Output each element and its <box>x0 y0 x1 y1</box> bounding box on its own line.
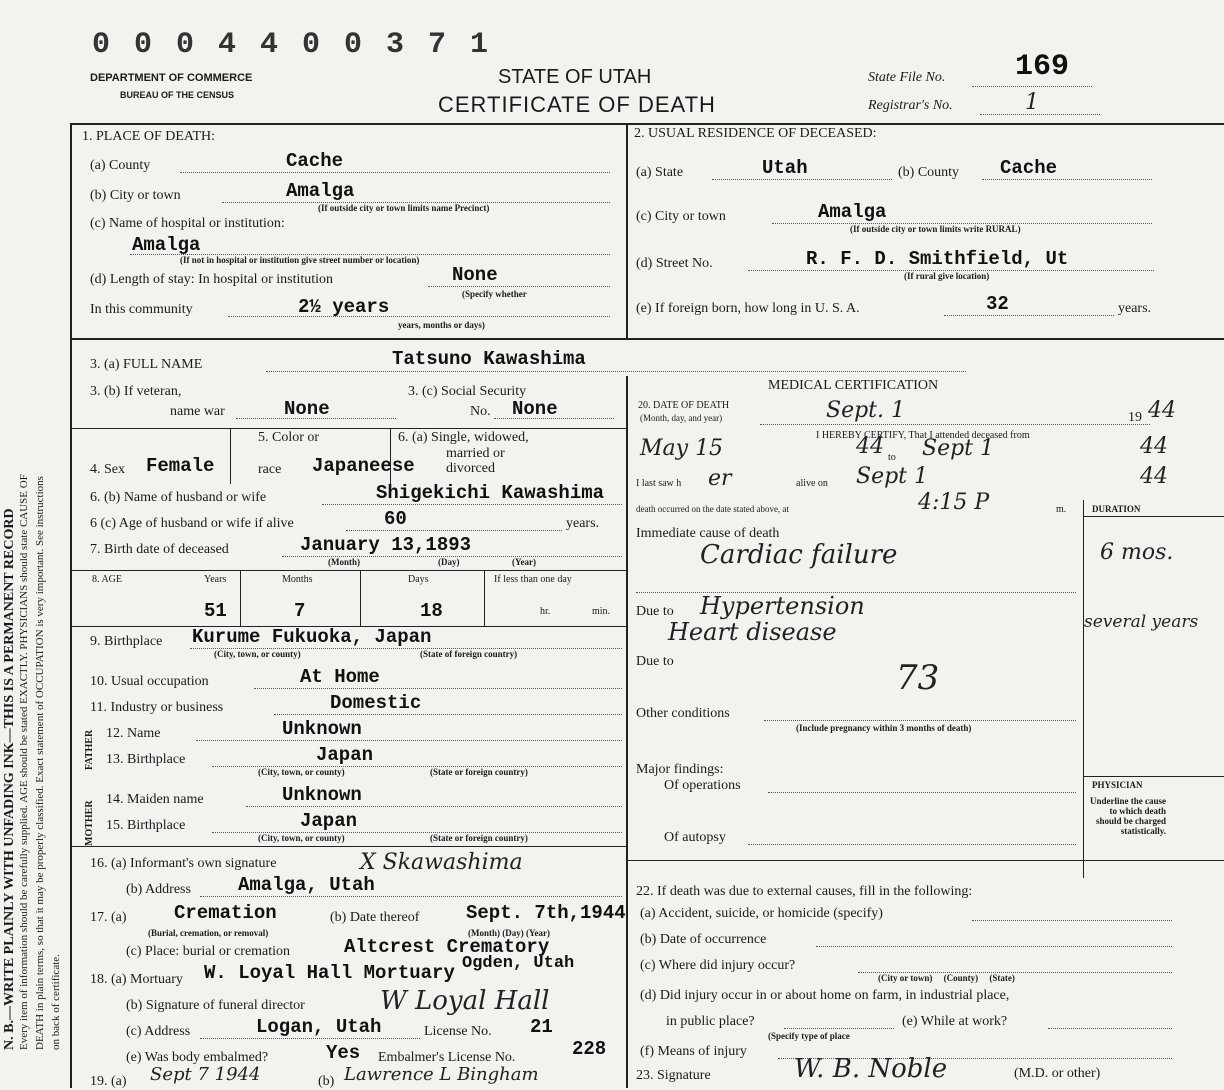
pod-stay: None <box>452 264 498 286</box>
state-file-label: State File No. <box>868 70 946 85</box>
pod-city-note: (If outside city or town limits name Precinct) <box>318 203 490 213</box>
husband-label: 6. (b) Name of husband or wife <box>90 490 267 505</box>
fd-address: Logan, Utah <box>256 1016 382 1038</box>
husband-age-years: years. <box>566 516 600 531</box>
embalmed: Yes <box>326 1042 361 1064</box>
res-street-label: (d) Street No. <box>636 256 713 271</box>
death-date-note: (Month, day, and year) <box>640 413 723 423</box>
m-label: m. <box>1056 504 1067 515</box>
res-county-label: (b) County <box>898 165 960 180</box>
sex-label: 4. Sex <box>90 462 125 477</box>
mother-label: MOTHER <box>84 800 95 846</box>
registrar-sig-label: (b) <box>318 1074 335 1089</box>
due1b: Heart disease <box>668 618 837 646</box>
license-label: License No. <box>424 1024 492 1039</box>
color-label-b: race <box>258 462 282 477</box>
mother-name-label: 14. Maiden name <box>106 792 204 807</box>
res-county: Cache <box>1000 157 1058 179</box>
informant-sig-label: 16. (a) Informant's own signature <box>90 856 277 871</box>
major-label: Major findings: <box>636 762 724 777</box>
occupation: At Home <box>300 666 380 688</box>
registrar-label: Registrar's No. <box>868 98 953 113</box>
margin-line-2: Every item of information should be carefully supplied. AGE should be stated EXACTLY. PHYSICIANS should state CAUSE OF <box>18 474 30 1050</box>
saw: er <box>708 466 732 491</box>
age-days: 18 <box>420 600 443 622</box>
father-birth: Japan <box>316 744 374 766</box>
res-city-note: (If outside city or town limits write RURAL) <box>850 224 1021 234</box>
disposition-note: (Burial, cremation, or removal) <box>148 928 269 938</box>
marital-label-c: divorced <box>446 461 495 476</box>
other-note: (Include pregnancy within 3 months of death) <box>796 723 972 733</box>
res-city-label: (c) City or town <box>636 209 726 224</box>
state-title: STATE OF UTAH <box>498 66 652 88</box>
license: 21 <box>530 1016 553 1038</box>
to-label: to <box>888 452 896 463</box>
physician-label: PHYSICIAN <box>1092 780 1143 790</box>
department: DEPARTMENT OF COMMERCE <box>90 72 253 84</box>
informant-address-label: (b) Address <box>126 882 191 897</box>
occurrence-label: (b) Date of occurrence <box>640 932 767 947</box>
full-name-label: 3. (a) FULL NAME <box>90 357 203 372</box>
immediate-label: Immediate cause of death <box>636 526 780 541</box>
birthplace-note-2: (State of foreign country) <box>420 649 518 659</box>
informant-signature: X Skawashima <box>360 850 523 875</box>
pod-community-label: In this community <box>90 302 193 317</box>
death-year-prefix: 19 <box>1128 410 1142 425</box>
ss: None <box>512 398 558 420</box>
industry: Domestic <box>330 692 422 714</box>
res-state-label: (a) State <box>636 165 684 180</box>
marital-label-a: 6. (a) Single, widowed, <box>398 430 529 445</box>
duration-label: DURATION <box>1092 504 1141 514</box>
pod-city-label: (b) City or town <box>90 188 181 203</box>
veteran-label-b: name war <box>170 404 225 419</box>
bureau: BUREAU OF THE CENSUS <box>120 90 235 100</box>
due1-label: Due to <box>636 604 674 619</box>
margin-line-1: N. B.—WRITE PLAINLY WITH UNFADING INK—THIS IS A PERMANENT RECORD <box>2 508 17 1050</box>
ss-label-b: No. <box>470 404 491 419</box>
veteran: None <box>284 398 330 420</box>
mother-birth-label: 15. Birthplace <box>106 818 186 833</box>
birth-label: 7. Birth date of deceased <box>90 542 229 557</box>
disposition-date-label: (b) Date thereof <box>330 910 420 925</box>
res-city: Amalga <box>818 201 887 223</box>
fd-sig-label: (b) Signature of funeral director <box>126 998 305 1013</box>
signature-label: 23. Signature <box>636 1068 711 1083</box>
attended-from-year: 44 <box>856 434 884 459</box>
pod-hospital: Amalga <box>132 234 201 256</box>
immediate-duration: 6 mos. <box>1100 540 1174 565</box>
embalmer-label: Embalmer's License No. <box>378 1050 516 1065</box>
fd-signature: W Loyal Hall <box>380 986 550 1016</box>
father-state-note: (State or foreign country) <box>430 767 528 777</box>
ss-label-a: 3. (c) Social Security <box>408 384 527 399</box>
due2: 73 <box>896 658 940 698</box>
father-name: Unknown <box>282 718 362 740</box>
birth-month: (Month) <box>328 557 360 567</box>
husband-age-label: 6 (c) Age of husband or wife if alive <box>90 516 294 531</box>
work-label: (e) While at work? <box>902 1014 1008 1029</box>
attended-to: Sept 1 <box>922 436 995 461</box>
embalmed-label: (e) Was body embalmed? <box>126 1050 269 1065</box>
where-label: (c) Where did injury occur? <box>640 958 796 973</box>
state-file-no: 169 <box>1015 50 1070 84</box>
birthplace-note-1: (City, town, or county) <box>214 649 301 659</box>
place: Altcrest Crematory <box>344 936 550 958</box>
age-hr: hr. <box>540 606 551 617</box>
res-foreign-label: (e) If foreign born, how long in U. S. A. <box>636 301 860 316</box>
medical-heading: MEDICAL CERTIFICATION <box>768 378 939 393</box>
alive-year: 44 <box>1140 464 1168 489</box>
pod-ymd: years, months or days) <box>398 320 485 330</box>
age-min: min. <box>592 606 611 617</box>
other-label: Other conditions <box>636 706 730 721</box>
mother-name: Unknown <box>282 784 362 806</box>
occurred-label: death occurred on the date stated above, at <box>636 504 789 514</box>
due1-duration: several years <box>1084 612 1199 632</box>
pod-city: Amalga <box>286 180 355 202</box>
full-name: Tatsuno Kawashima <box>392 348 586 370</box>
age-label: 8. AGE <box>92 574 122 585</box>
disposition-date-note: (Month) (Day) (Year) <box>468 928 550 938</box>
means-label: (f) Means of injury <box>640 1044 747 1059</box>
res-foreign: 32 <box>986 293 1009 315</box>
father-birth-label: 13. Birthplace <box>106 752 186 767</box>
res-state: Utah <box>762 157 808 179</box>
farm-label: (d) Did injury occur in or about home on farm, in industrial place, <box>640 988 1010 1003</box>
father-city-note: (City, town, or county) <box>258 767 345 777</box>
saw-label: I last saw h <box>636 478 682 489</box>
residence-heading: 2. USUAL RESIDENCE OF DECEASED: <box>634 126 877 141</box>
registrar-date-label: 19. (a) <box>90 1074 127 1089</box>
fd-address-label: (c) Address <box>126 1024 191 1039</box>
mother-birth: Japan <box>300 810 358 832</box>
birth-year: (Year) <box>512 557 536 567</box>
margin-line-3: DEATH in plain terms, so that it may be properly classified. Exact statement of OCCUPATION is very important. See instructions <box>34 476 46 1050</box>
pod-stay-label: (d) Length of stay: In hospital or institution <box>90 272 334 287</box>
physician-note: Underline the cause to which death should be charged statistically. <box>1090 796 1166 836</box>
veteran-label-a: 3. (b) If veteran, <box>90 384 182 399</box>
age-months: 7 <box>294 600 306 622</box>
alive-label: alive on <box>796 478 828 489</box>
alive: Sept 1 <box>856 464 929 489</box>
pod-hospital-note: (If not in hospital or institution give street number or location) <box>180 255 420 265</box>
physician-signature: W. B. Noble <box>794 1054 948 1084</box>
husband-age: 60 <box>384 508 407 530</box>
occupation-label: 10. Usual occupation <box>90 674 209 689</box>
res-street-note: (If rural give location) <box>904 271 990 281</box>
place-of-death-heading: 1. PLACE OF DEATH: <box>82 129 216 144</box>
disposition: Cremation <box>174 902 277 924</box>
immediate-cause: Cardiac failure <box>700 540 898 570</box>
birthplace: Kurume Fukuoka, Japan <box>192 626 432 648</box>
age-years-label: Years <box>204 574 227 585</box>
res-years: years. <box>1118 301 1152 316</box>
mother-city-note: (City, town, or county) <box>258 833 345 843</box>
age-less-label: If less than one day <box>494 574 572 585</box>
age-days-label: Days <box>408 574 429 585</box>
race: Japaneese <box>312 455 415 477</box>
death-year: 44 <box>1148 398 1176 423</box>
mortuary-label: 18. (a) Mortuary <box>90 972 183 987</box>
pod-county: Cache <box>286 150 344 172</box>
pod-community: 2½ years <box>298 296 390 318</box>
certify-text: I HEREBY CERTIFY, That I attended deceased from <box>816 430 1030 441</box>
color-label-a: 5. Color or <box>258 430 320 445</box>
informant-address: Amalga, Utah <box>238 874 375 896</box>
where-note: (City or town) (County) (State) <box>878 973 1015 983</box>
res-street: R. F. D. Smithfield, Ut <box>806 248 1069 270</box>
operations-label: Of operations <box>664 778 741 793</box>
registrar-signature: Lawrence L Bingham <box>344 1064 539 1085</box>
registrar-no: 1 <box>1025 90 1039 115</box>
age-months-label: Months <box>282 574 313 585</box>
serial-number: 0 0 0 4 4 0 0 3 7 1 <box>92 28 492 62</box>
embalmer: 228 <box>572 1038 607 1060</box>
father-label: FATHER <box>84 729 95 770</box>
death-date: Sept. 1 <box>826 398 905 423</box>
father-name-label: 12. Name <box>106 726 161 741</box>
disposition-date: Sept. 7th,1944 <box>466 902 626 924</box>
md-label: (M.D. or other) <box>1014 1066 1101 1081</box>
public-label: in public place? <box>666 1014 755 1029</box>
age-years: 51 <box>204 600 227 622</box>
pod-county-label: (a) County <box>90 158 151 173</box>
mother-state-note: (State or foreign country) <box>430 833 528 843</box>
margin-instructions <box>0 150 70 1080</box>
marital-label-b: married or <box>446 446 505 461</box>
attended-from: May 15 <box>640 436 724 461</box>
specify-note: (Specify type of place <box>768 1031 850 1041</box>
external-label: 22. If death was due to external causes, fill in the following: <box>636 884 973 899</box>
birth-day: (Day) <box>438 557 460 567</box>
pod-hospital-label: (c) Name of hospital or institution: <box>90 216 285 231</box>
registrar-date: Sept 7 1944 <box>150 1064 261 1085</box>
birth-date: January 13,1893 <box>300 534 472 556</box>
industry-label: 11. Industry or business <box>90 700 224 715</box>
certificate-title: CERTIFICATE OF DEATH <box>438 92 716 117</box>
sex: Female <box>146 455 215 477</box>
mortuary: W. Loyal Hall Mortuary <box>204 962 455 984</box>
autopsy-label: Of autopsy <box>664 830 726 845</box>
accident-label: (a) Accident, suicide, or homicide (specify) <box>640 906 883 921</box>
birthplace-label: 9. Birthplace <box>90 634 163 649</box>
attended-to-year: 44 <box>1140 434 1168 459</box>
due2-label: Due to <box>636 654 674 669</box>
margin-line-4: on back of certificate. <box>50 954 62 1050</box>
disposition-label: 17. (a) <box>90 910 127 925</box>
death-date-label: 20. DATE OF DEATH <box>638 400 730 411</box>
place-label: (c) Place: burial or cremation <box>126 944 291 959</box>
place-2: Ogden, Utah <box>462 954 575 973</box>
pod-specify: (Specify whether <box>462 289 527 299</box>
husband: Shigekichi Kawashima <box>376 482 605 504</box>
due1a: Hypertension <box>700 592 865 620</box>
time-of-death: 4:15 P <box>918 490 990 515</box>
